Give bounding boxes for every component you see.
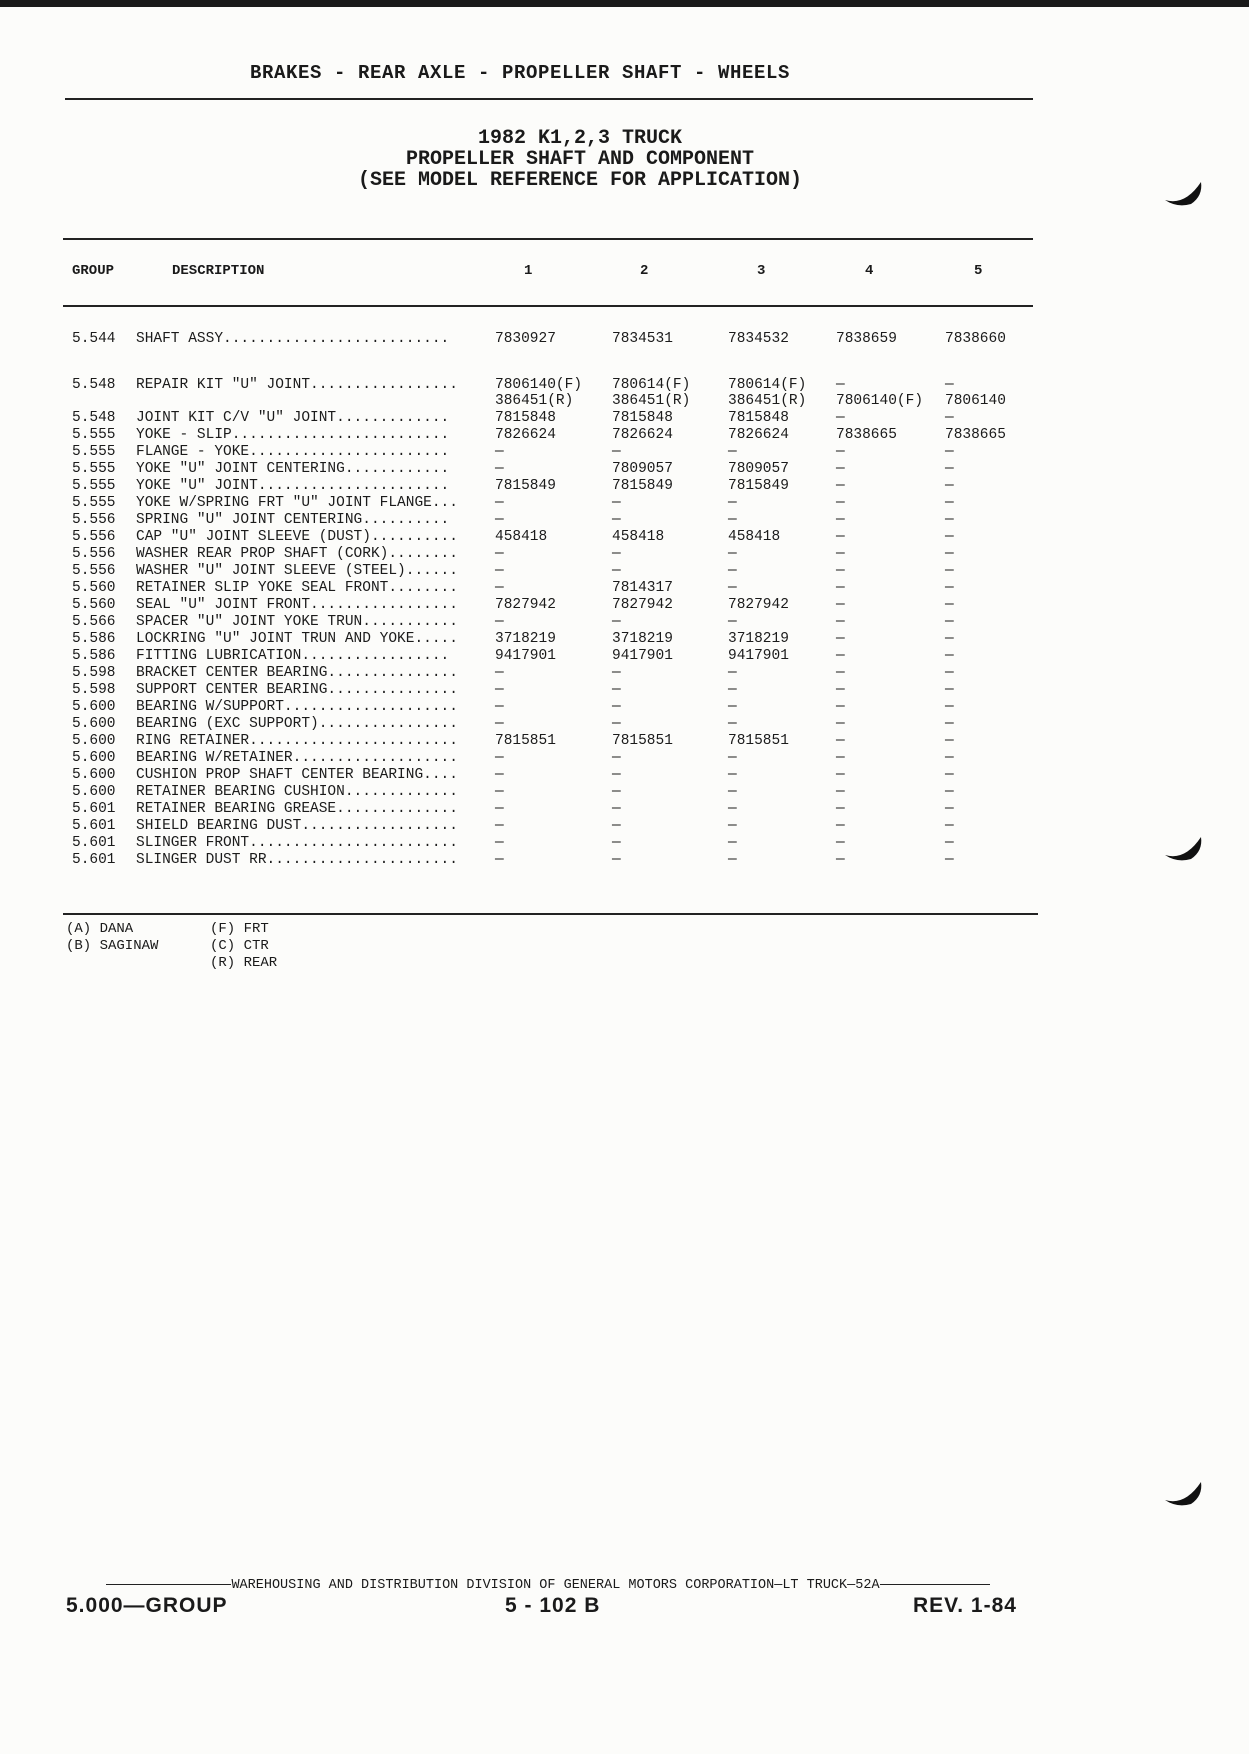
cell-c3: — [728, 750, 737, 766]
cell-c5: — [945, 682, 954, 698]
cell-c5: 7838660 [945, 331, 1006, 347]
cell-c2: 7834531 [612, 331, 673, 347]
cell-c4: — [836, 410, 845, 426]
table-row [0, 393, 1040, 410]
cell-c2: 386451(R) [612, 393, 691, 409]
table-row [0, 331, 1040, 348]
cell-c2: — [612, 852, 621, 868]
cell-c4: — [836, 478, 845, 494]
cell-c3: 3718219 [728, 631, 789, 647]
cell-c1: — [495, 750, 504, 766]
cell-group: 5.600 [72, 716, 116, 732]
cell-c2: — [612, 665, 621, 681]
footer-division-line [65, 1578, 1031, 1593]
cell-c1: — [495, 512, 504, 528]
cell-desc: BEARING (EXC SUPPORT)................ [136, 716, 458, 732]
top-scan-edge [0, 0, 1249, 7]
table-row [0, 563, 1040, 580]
footer-division: WAREHOUSING AND DISTRIBUTION DIVISION OF GENERAL MOTORS CORPORATION—LT TRUCK—52A [231, 1578, 880, 1593]
cell-c5: — [945, 444, 954, 460]
table-row [0, 546, 1040, 563]
cell-desc: YOKE "U" JOINT...................... [136, 478, 450, 494]
cell-c4: — [836, 852, 845, 868]
table-row [0, 478, 1040, 495]
cell-c1: — [495, 461, 504, 477]
cell-desc: FITTING LUBRICATION................. [136, 648, 450, 664]
cell-group: 5.556 [72, 529, 116, 545]
cell-c1: — [495, 580, 504, 596]
cell-c4: — [836, 682, 845, 698]
footer-group: 5.000—GROUP [66, 1594, 228, 1617]
cell-c2: — [612, 767, 621, 783]
legend-item: (C) CTR [210, 938, 269, 954]
table-row [0, 444, 1040, 461]
table-row [0, 597, 1040, 614]
cell-c5: — [945, 784, 954, 800]
cell-desc: WASHER REAR PROP SHAFT (CORK)........ [136, 546, 458, 562]
cell-desc: RETAINER BEARING GREASE.............. [136, 801, 458, 817]
cell-c2: 7809057 [612, 461, 673, 477]
cell-group: 5.600 [72, 767, 116, 783]
cell-group: 5.601 [72, 835, 116, 851]
cell-c3: — [728, 767, 737, 783]
cell-desc: RING RETAINER........................ [136, 733, 458, 749]
col-header-2: 2 [640, 263, 649, 279]
cell-c3: 7826624 [728, 427, 789, 443]
cell-c4: — [836, 512, 845, 528]
cell-c4: — [836, 716, 845, 732]
cell-desc: CAP "U" JOINT SLEEVE (DUST).......... [136, 529, 458, 545]
cell-c1: — [495, 563, 504, 579]
cell-c4: — [836, 495, 845, 511]
cell-c5: — [945, 614, 954, 630]
cell-group: 5.555 [72, 461, 116, 477]
table-row [0, 648, 1040, 665]
cell-c1: — [495, 665, 504, 681]
cell-c5: 7806140 [945, 393, 1006, 409]
cell-group: 5.598 [72, 665, 116, 681]
cell-c5: — [945, 852, 954, 868]
cell-c4: — [836, 614, 845, 630]
cell-c1: — [495, 495, 504, 511]
table-row [0, 801, 1040, 818]
cell-c5: — [945, 733, 954, 749]
document-title [0, 128, 1160, 191]
cell-desc: FLANGE - YOKE....................... [136, 444, 450, 460]
table-row [0, 377, 1040, 394]
cell-c1: — [495, 818, 504, 834]
cell-c2: 7815851 [612, 733, 673, 749]
cell-group: 5.601 [72, 818, 116, 834]
cell-c5: — [945, 512, 954, 528]
cell-c3: — [728, 716, 737, 732]
cell-c3: — [728, 818, 737, 834]
cell-c1: — [495, 716, 504, 732]
cell-c2: — [612, 682, 621, 698]
cell-group: 5.600 [72, 699, 116, 715]
cell-c5: — [945, 665, 954, 681]
cell-group: 5.560 [72, 597, 116, 613]
cell-c3: — [728, 784, 737, 800]
cell-c2: — [612, 818, 621, 834]
cell-c2: — [612, 716, 621, 732]
legend-right [210, 921, 277, 972]
cell-group: 5.601 [72, 852, 116, 868]
cell-group: 5.555 [72, 495, 116, 511]
footer-page-number: 5 - 102 B [505, 1594, 601, 1617]
cell-c1: — [495, 784, 504, 800]
cell-c1: 7815851 [495, 733, 556, 749]
cell-desc: RETAINER BEARING CUSHION............. [136, 784, 458, 800]
legend-item: (F) FRT [210, 921, 269, 937]
cell-c3: 386451(R) [728, 393, 807, 409]
cell-c3: 7827942 [728, 597, 789, 613]
cell-desc: YOKE - SLIP......................... [136, 427, 450, 443]
cell-c3: — [728, 682, 737, 698]
cell-c3: — [728, 563, 737, 579]
cell-c2: — [612, 699, 621, 715]
cell-c1: 7826624 [495, 427, 556, 443]
title-line-1: 1982 K1,2,3 TRUCK [477, 127, 683, 150]
table-row [0, 512, 1040, 529]
cell-group: 5.601 [72, 801, 116, 817]
cell-c3: — [728, 546, 737, 562]
cell-c3: — [728, 512, 737, 528]
cell-c1: — [495, 699, 504, 715]
cell-desc: LOCKRING "U" JOINT TRUN AND YOKE..... [136, 631, 458, 647]
legend-item: (A) DANA [66, 921, 134, 937]
cell-desc: SHIELD BEARING DUST.................. [136, 818, 458, 834]
cell-desc: YOKE W/SPRING FRT "U" JOINT FLANGE... [136, 495, 458, 511]
cell-desc: WASHER "U" JOINT SLEEVE (STEEL)...... [136, 563, 458, 579]
cell-c5: — [945, 461, 954, 477]
binder-hole-mark-middle [1163, 833, 1205, 863]
cell-c5: — [945, 580, 954, 596]
cell-c3: 7815851 [728, 733, 789, 749]
cell-c3: 7834532 [728, 331, 789, 347]
col-header-5: 5 [974, 263, 983, 279]
cell-c2: 7827942 [612, 597, 673, 613]
col-header-4: 4 [865, 263, 874, 279]
table-row [0, 767, 1040, 784]
cell-c4: — [836, 801, 845, 817]
cell-c5: — [945, 377, 954, 393]
cell-desc: BEARING W/SUPPORT.................... [136, 699, 458, 715]
cell-c1: — [495, 835, 504, 851]
cell-c1: — [495, 444, 504, 460]
cell-desc: YOKE "U" JOINT CENTERING............ [136, 461, 450, 477]
table-row [0, 784, 1040, 801]
cell-group: 5.600 [72, 733, 116, 749]
cell-desc: SLINGER DUST RR...................... [136, 852, 458, 868]
cell-c4: — [836, 699, 845, 715]
cell-c2: — [612, 801, 621, 817]
table-row [0, 614, 1040, 631]
cell-c2: 9417901 [612, 648, 673, 664]
cell-c4: — [836, 750, 845, 766]
cell-c2: — [612, 444, 621, 460]
cell-c4: — [836, 444, 845, 460]
cell-c1: 386451(R) [495, 393, 574, 409]
cell-c4: — [836, 767, 845, 783]
cell-c5: — [945, 563, 954, 579]
cell-c1: 9417901 [495, 648, 556, 664]
cell-c2: — [612, 835, 621, 851]
cell-group: 5.556 [72, 563, 116, 579]
cell-c5: — [945, 699, 954, 715]
cell-group: 5.555 [72, 478, 116, 494]
cell-c3: — [728, 665, 737, 681]
cell-c1: 7806140(F) [495, 377, 583, 393]
cell-c3: — [728, 699, 737, 715]
cell-c5: — [945, 750, 954, 766]
cell-c5: — [945, 410, 954, 426]
table-bottom-rule [63, 913, 1038, 915]
legend-item: (R) REAR [210, 955, 278, 971]
cell-c2: 7826624 [612, 427, 673, 443]
header-bottom-rule [63, 305, 1033, 307]
cell-c2: 7814317 [612, 580, 673, 596]
cell-group: 5.544 [72, 331, 116, 347]
cell-c2: 3718219 [612, 631, 673, 647]
cell-group: 5.555 [72, 444, 116, 460]
cell-group: 5.556 [72, 512, 116, 528]
cell-c4: — [836, 580, 845, 596]
cell-c3: — [728, 801, 737, 817]
section-header: BRAKES - REAR AXLE - PROPELLER SHAFT - WHEELS [249, 62, 791, 84]
cell-c1: — [495, 682, 504, 698]
cell-c3: — [728, 444, 737, 460]
cell-desc: REPAIR KIT "U" JOINT................. [136, 377, 458, 393]
footer-revision: REV. 1-84 [913, 1594, 1017, 1617]
cell-c2: 7815848 [612, 410, 673, 426]
cell-c5: 7838665 [945, 427, 1006, 443]
cell-c5: — [945, 801, 954, 817]
cell-group: 5.600 [72, 750, 116, 766]
binder-hole-mark-bottom [1163, 1478, 1205, 1508]
table-row [0, 631, 1040, 648]
cell-c2: — [612, 563, 621, 579]
col-header-group: GROUP [72, 263, 115, 279]
table-row [0, 495, 1040, 512]
cell-c3: 7815849 [728, 478, 789, 494]
cell-desc: SLINGER FRONT........................ [136, 835, 458, 851]
cell-c2: — [612, 495, 621, 511]
table-row [0, 580, 1040, 597]
cell-c4: — [836, 733, 845, 749]
table-row [0, 529, 1040, 546]
cell-c1: — [495, 767, 504, 783]
cell-c5: — [945, 631, 954, 647]
table-row [0, 835, 1040, 852]
cell-c2: — [612, 546, 621, 562]
cell-c4: — [836, 461, 845, 477]
cell-c1: — [495, 852, 504, 868]
cell-group: 5.548 [72, 377, 116, 393]
cell-group: 5.548 [72, 410, 116, 426]
cell-c4: 7838665 [836, 427, 897, 443]
cell-c3: — [728, 614, 737, 630]
cell-c4: — [836, 835, 845, 851]
binder-hole-mark-top [1163, 178, 1205, 208]
cell-c4: — [836, 597, 845, 613]
table-row [0, 461, 1040, 478]
col-header-description: DESCRIPTION [172, 263, 265, 279]
cell-desc: CUSHION PROP SHAFT CENTER BEARING.... [136, 767, 458, 783]
cell-c5: — [945, 818, 954, 834]
cell-desc: JOINT KIT C/V "U" JOINT............. [136, 410, 450, 426]
cell-group: 5.586 [72, 648, 116, 664]
cell-c4: — [836, 648, 845, 664]
cell-c1: 7827942 [495, 597, 556, 613]
cell-c3: 9417901 [728, 648, 789, 664]
cell-desc: SHAFT ASSY.......................... [136, 331, 450, 347]
cell-desc: SEAL "U" JOINT FRONT................. [136, 597, 458, 613]
cell-c1: 7815848 [495, 410, 556, 426]
cell-c3: 7809057 [728, 461, 789, 477]
cell-group: 5.598 [72, 682, 116, 698]
cell-c4: — [836, 377, 845, 393]
cell-desc: SPACER "U" JOINT YOKE TRUN........... [136, 614, 458, 630]
title-line-3: (SEE MODEL REFERENCE FOR APPLICATION) [357, 169, 803, 192]
cell-c1: — [495, 546, 504, 562]
cell-c3: — [728, 495, 737, 511]
cell-desc: BEARING W/RETAINER................... [136, 750, 458, 766]
table-row [0, 733, 1040, 750]
cell-group: 5.560 [72, 580, 116, 596]
cell-c1: 7815849 [495, 478, 556, 494]
cell-desc: BRACKET CENTER BEARING............... [136, 665, 458, 681]
cell-c3: — [728, 852, 737, 868]
col-header-1: 1 [524, 263, 533, 279]
cell-c4: — [836, 546, 845, 562]
cell-group: 5.586 [72, 631, 116, 647]
cell-c4: 7838659 [836, 331, 897, 347]
cell-c5: — [945, 648, 954, 664]
cell-c3: — [728, 835, 737, 851]
legend-left [66, 921, 158, 955]
table-row [0, 410, 1040, 427]
cell-desc: RETAINER SLIP YOKE SEAL FRONT........ [136, 580, 458, 596]
cell-c5: — [945, 835, 954, 851]
col-header-3: 3 [757, 263, 766, 279]
cell-c1: 7830927 [495, 331, 556, 347]
cell-c3: 780614(F) [728, 377, 807, 393]
table-top-rule [63, 238, 1033, 240]
cell-c5: — [945, 478, 954, 494]
table-row [0, 682, 1040, 699]
cell-c2: 7815849 [612, 478, 673, 494]
cell-group: 5.566 [72, 614, 116, 630]
footer-rule-left [106, 1584, 231, 1585]
cell-c3: 7815848 [728, 410, 789, 426]
cell-c2: 458418 [612, 529, 665, 545]
cell-c2: — [612, 750, 621, 766]
table-row [0, 750, 1040, 767]
cell-c1: 458418 [495, 529, 548, 545]
table-row [0, 716, 1040, 733]
cell-c5: — [945, 767, 954, 783]
table-row [0, 852, 1040, 869]
cell-c4: — [836, 631, 845, 647]
cell-c4: — [836, 818, 845, 834]
table-row [0, 665, 1040, 682]
cell-desc: SPRING "U" JOINT CENTERING.......... [136, 512, 450, 528]
cell-c5: — [945, 597, 954, 613]
cell-c1: — [495, 801, 504, 817]
table-row [0, 699, 1040, 716]
cell-c4: — [836, 784, 845, 800]
cell-c5: — [945, 716, 954, 732]
table-row [0, 818, 1040, 835]
cell-c4: 7806140(F) [836, 393, 924, 409]
cell-c3: 458418 [728, 529, 781, 545]
cell-desc: SUPPORT CENTER BEARING............... [136, 682, 458, 698]
cell-group: 5.600 [72, 784, 116, 800]
footer-rule-right [880, 1584, 990, 1585]
cell-group: 5.555 [72, 427, 116, 443]
cell-c2: — [612, 784, 621, 800]
cell-c5: — [945, 529, 954, 545]
cell-c1: — [495, 614, 504, 630]
cell-c4: — [836, 563, 845, 579]
title-line-2: PROPELLER SHAFT AND COMPONENT [405, 148, 755, 171]
cell-c5: — [945, 495, 954, 511]
legend-item: (B) SAGINAW [66, 938, 159, 954]
cell-c2: — [612, 512, 621, 528]
cell-c4: — [836, 665, 845, 681]
header-rule [65, 98, 1033, 100]
table-row [0, 427, 1040, 444]
cell-c2: — [612, 614, 621, 630]
cell-group: 5.556 [72, 546, 116, 562]
cell-c2: 780614(F) [612, 377, 691, 393]
cell-c4: — [836, 529, 845, 545]
cell-c1: 3718219 [495, 631, 556, 647]
cell-c3: — [728, 580, 737, 596]
cell-c5: — [945, 546, 954, 562]
